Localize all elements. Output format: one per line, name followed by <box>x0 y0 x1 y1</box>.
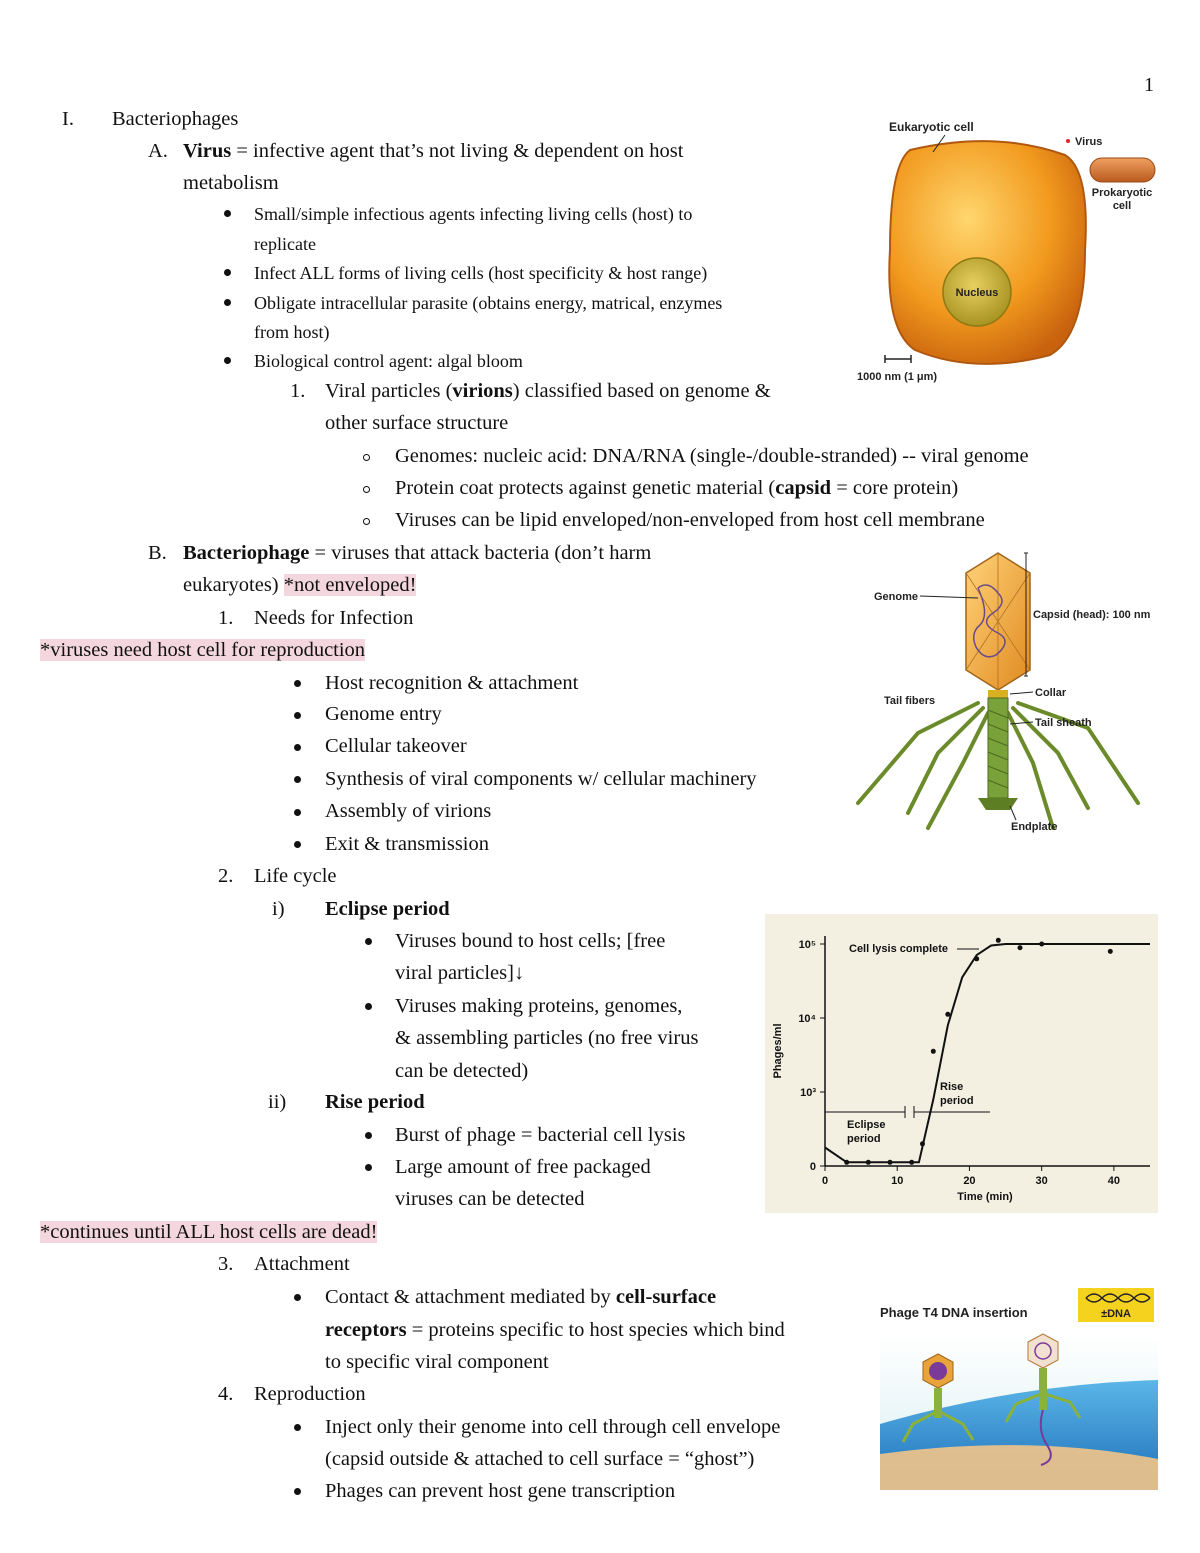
bullet <box>224 357 231 364</box>
need-item: Cellular takeover <box>325 735 467 757</box>
phage-dna-1 <box>929 1362 947 1380</box>
page-number: 1 <box>1144 74 1154 96</box>
attachment-title: Attachment <box>254 1253 350 1275</box>
scale-label: 1000 nm (1 μm) <box>857 371 938 383</box>
bullet <box>294 1488 301 1495</box>
virus-bullet: Obligate intracellular parasite (obtains energy, matrical, enzymes <box>254 293 723 313</box>
bullet <box>294 744 301 751</box>
x-axis-label: Time (min) <box>957 1191 1013 1203</box>
attachment-item: Contact & attachment mediated by cell-surface <box>325 1286 717 1308</box>
phage-tail-2 <box>1039 1368 1047 1410</box>
rise-item-cont: viruses can be detected <box>395 1188 585 1210</box>
rise-item: Large amount of free packaged <box>395 1156 651 1178</box>
bacteriophage-definition: Bacteriophage = viruses that attack bacteria (don’t harm <box>183 542 652 564</box>
virus-bullet: Infect ALL forms of living cells (host specificity & host range) <box>254 263 708 283</box>
section-title: Bacteriophages <box>112 108 239 130</box>
envelope-item: Viruses can be lipid enveloped/non-enveloped from host cell membrane <box>395 509 985 531</box>
y-tick-label: 10⁵ <box>798 939 816 951</box>
t4-title: Phage T4 DNA insertion <box>880 1305 1028 1320</box>
genome-label: Genome <box>874 591 919 603</box>
reproduction-item-cont: (capsid outside & attached to cell surface = “ghost”) <box>325 1448 755 1470</box>
collar-label: Collar <box>1035 687 1067 699</box>
data-point <box>996 938 1001 943</box>
prokaryotic-label-2: cell <box>1112 200 1132 212</box>
collar-shape <box>988 690 1008 698</box>
data-point <box>888 1160 893 1165</box>
item-number: 1. <box>290 380 306 402</box>
virions-item-cont: other surface structure <box>325 412 509 434</box>
virus-bullet: Biological control agent: algal bloom <box>254 351 523 371</box>
circle-bullet <box>363 518 370 525</box>
need-item: Assembly of virions <box>325 800 492 822</box>
virus-bullet-cont: from host) <box>254 322 330 342</box>
data-point <box>945 1012 950 1017</box>
data-point <box>920 1141 925 1146</box>
data-point <box>931 1049 936 1054</box>
bullet <box>294 712 301 719</box>
capsid-label: Capsid (head): 100 nm <box>1033 609 1151 621</box>
tail-sheath-label: Tail sheath <box>1035 717 1092 729</box>
attachment-item-cont: to specific viral component <box>325 1351 549 1373</box>
growth-curve-chart <box>765 914 1158 1213</box>
lysis-annotation: Cell lysis complete <box>849 943 949 955</box>
bullet <box>365 1132 372 1139</box>
highlight-note: *continues until ALL host cells are dead! <box>40 1221 378 1243</box>
eclipse-item-cont: & assembling particles (no free virus <box>395 1027 699 1049</box>
need-item: Host recognition & attachment <box>325 672 579 694</box>
bullet <box>294 1294 301 1301</box>
item-number: 3. <box>218 1253 234 1275</box>
roman-i: i) <box>272 898 285 920</box>
eclipse-item: Viruses bound to host cells; [free <box>395 930 666 952</box>
eclipse-title: Eclipse period <box>325 898 450 920</box>
y-tick-label: 10³ <box>800 1087 816 1099</box>
needs-title: Needs for Infection <box>254 607 414 629</box>
x-tick-label: 30 <box>1035 1175 1048 1187</box>
x-tick-label: 0 <box>821 1175 829 1187</box>
bullet <box>224 210 231 217</box>
cell-size-figure <box>845 110 1165 390</box>
section-number: I. <box>62 108 74 130</box>
virus-definition: Virus = infective agent that’s not living & dependent on host <box>183 140 684 162</box>
data-point <box>1039 942 1044 947</box>
reproduction-title: Reproduction <box>254 1383 366 1405</box>
prokaryotic-label-1: Prokaryotic <box>1091 187 1153 199</box>
reproduction-item: Phages can prevent host gene transcription <box>325 1480 676 1502</box>
sub-letter-b: B. <box>148 542 167 564</box>
bullet <box>365 1164 372 1171</box>
prokaryotic-cell-shape <box>1090 158 1155 182</box>
phage-structure-figure <box>838 548 1168 838</box>
bullet <box>294 776 301 783</box>
nucleus-label: Nucleus <box>955 287 999 299</box>
bullet <box>365 938 372 945</box>
item-number: 4. <box>218 1383 234 1405</box>
rise-title: Rise period <box>325 1091 425 1113</box>
reproduction-item: Inject only their genome into cell through cell envelope <box>325 1416 781 1438</box>
rise-item: Burst of phage = bacterial cell lysis <box>395 1124 686 1146</box>
chart-background <box>765 914 1158 1213</box>
item-number: 1. <box>218 607 234 629</box>
data-point <box>844 1160 849 1165</box>
eclipse-item: Viruses making proteins, genomes, <box>395 995 683 1017</box>
virus-bullet: Small/simple infectious agents infecting living cells (host) to <box>254 204 693 224</box>
circle-bullet <box>363 486 370 493</box>
rise-annotation-2: period <box>940 1095 974 1107</box>
bullet <box>294 841 301 848</box>
x-tick-label: 20 <box>963 1175 976 1187</box>
tail-sheath-shape <box>988 698 1008 798</box>
data-point <box>866 1160 871 1165</box>
endplate-label: Endplate <box>1011 821 1058 833</box>
life-cycle-title: Life cycle <box>254 865 337 887</box>
x-tick-label: 10 <box>891 1175 904 1187</box>
t4-insertion-figure <box>878 1284 1160 1492</box>
virus-bullet-cont: replicate <box>254 234 316 254</box>
need-item: Exit & transmission <box>325 833 489 855</box>
sub-letter-a: A. <box>148 140 168 162</box>
bullet <box>294 680 301 687</box>
bullet <box>224 299 231 306</box>
virions-item: Viral particles (virions) classified based on genome & <box>325 380 771 402</box>
bullet <box>294 1424 301 1431</box>
y-tick-label: 0 <box>809 1161 816 1173</box>
highlight-note: *viruses need host cell for reproduction <box>40 639 366 661</box>
virus-dot <box>1066 139 1070 143</box>
eclipse-item-cont: can be detected) <box>395 1060 529 1082</box>
rise-annotation-1: Rise <box>940 1081 964 1093</box>
tail-fibers-label: Tail fibers <box>884 695 936 707</box>
bullet <box>365 1003 372 1010</box>
capsid-item: Protein coat protects against genetic material (capsid = core protein) <box>395 477 959 499</box>
data-point <box>909 1160 914 1165</box>
eukaryotic-cell-label: Eukaryotic cell <box>889 120 974 134</box>
data-point <box>974 956 979 961</box>
eclipse-item-cont: viral particles]↓ <box>395 962 525 984</box>
attachment-item-cont: receptors = proteins specific to host species which bind <box>325 1319 785 1341</box>
need-item: Genome entry <box>325 703 442 725</box>
eukaryotic-cell-shape <box>889 141 1086 364</box>
virus-label: Virus <box>1075 136 1103 148</box>
endplate-shape <box>978 798 1018 810</box>
x-tick-label: 40 <box>1107 1175 1121 1187</box>
bullet <box>294 809 301 816</box>
virus-definition-cont: metabolism <box>183 172 279 194</box>
need-item: Synthesis of viral components w/ cellular machinery <box>325 768 757 790</box>
item-number: 2. <box>218 865 234 887</box>
eclipse-annotation-2: period <box>847 1133 881 1145</box>
y-tick-label: 10⁴ <box>798 1013 816 1025</box>
eclipse-annotation-1: Eclipse <box>847 1119 886 1131</box>
roman-ii: ii) <box>268 1091 287 1113</box>
phage-head-2 <box>1028 1334 1058 1368</box>
bullet <box>224 269 231 276</box>
bacteriophage-definition-cont: eukaryotes) *not enveloped! <box>183 574 417 596</box>
y-axis-label: Phages/ml <box>772 1023 784 1079</box>
data-point <box>1108 949 1113 954</box>
data-point <box>1018 945 1023 950</box>
circle-bullet <box>363 454 370 461</box>
genome-item: Genomes: nucleic acid: DNA/RNA (single-/double-stranded) -- viral genome <box>395 445 1029 467</box>
dna-badge-label: ±DNA <box>1101 1308 1131 1320</box>
